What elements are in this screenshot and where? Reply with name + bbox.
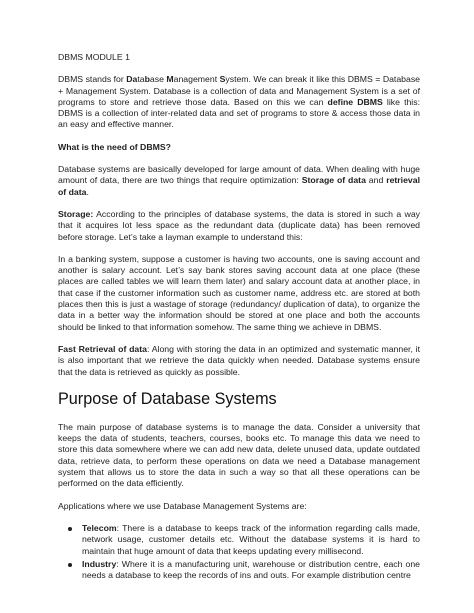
- application-name: Industry: [82, 558, 117, 569]
- module-title: DBMS MODULE 1: [58, 52, 130, 62]
- intro-m: M: [166, 74, 174, 85]
- storage-paragraph: [58, 209, 420, 243]
- intro-paragraph: [58, 74, 420, 130]
- purpose-paragraph: The main purpose of database systems is to manage the data. Consider a university that keeps the data of students, teachers, courses, books etc. To manage this data we need to store this data somewhere where we can add new data, delete unused data, update outdated data, retrieve data, to perform these operations on data we need a Database management system that allows us to store the data in such a way so that all these operations can be performed on the data efficiently.: [58, 421, 420, 489]
- document-page: [58, 52, 420, 583]
- need-text-2: and: [365, 175, 387, 186]
- application-text: : Where it is a manufacturing unit, warehouse or distribution centre, each one needs a database to keep the records of ins and outs. For example distribution centre: [82, 558, 420, 581]
- bullet-icon: [68, 527, 72, 531]
- storage-label: Storage:: [58, 208, 94, 219]
- list-item: [58, 523, 420, 557]
- intro-text-6: like this: DBMS is a collection of inter-related data and set of programs to store & access those data in an easy and effective manner.: [58, 96, 420, 130]
- application-name: Telecom: [82, 522, 117, 533]
- applications-list: [58, 523, 420, 581]
- fast-retrieval-text: : Along with storing the data in an optimized and systematic manner, it is also important that we retrieve the data quickly when needed. Database systems ensure that the data is retrieved as quickly as possible.: [58, 343, 420, 377]
- list-item: [58, 559, 420, 582]
- need-paragraph: [58, 164, 420, 198]
- intro-text-5: ystem. We can break it like this DBMS = Database + Management System. Database is a collection of data and Management System is a set of programs to store and retrieve those data. Based on this we can: [58, 74, 421, 107]
- banking-paragraph: In a banking system, suppose a customer is having two accounts, one is saving account and another is salary account. Let’s say bank stores saving account data at one place (these places are called tables we will learn them later) and salary account data at another place, in that case if the customer information such as customer name, address etc. are stored at both places then this is just a wastage of storage (redundancy/ duplication of data), to organize the data in a better way the information should be stored at one place and both the accounts should be linked to that information somehow. The same thing we achieve in DBMS.: [58, 253, 420, 332]
- need-text-1: Database systems are basically developed for large amount of data. When dealing with huge amount of data, there are two things that require optimization:: [58, 164, 420, 186]
- intro-da: Da: [126, 74, 138, 85]
- fast-retrieval-label: Fast Retrieval of data: [58, 343, 147, 354]
- intro-b: b: [144, 74, 150, 85]
- intro-text-2: ta: [137, 74, 145, 85]
- need-heading: What is the need of DBMS?: [58, 141, 171, 152]
- storage-text: According to the principles of database systems, the data is stored in such a way that it acquires lot less space as the redundant data (duplicate data) has been removed before storage. Let’s take a layman example to understand this:: [58, 208, 420, 242]
- intro-text-3: ase: [149, 74, 167, 85]
- application-text: : There is a database to keeps track of the information regarding calls made, network usage, customer details etc. Without the database systems it is hard to maintain that huge amount of data that keeps updating every millisecond.: [82, 522, 420, 556]
- fast-retrieval-paragraph: [58, 344, 420, 378]
- intro-s: S: [219, 74, 226, 85]
- applications-intro: Applications where we use Database Management Systems are:: [58, 500, 307, 511]
- purpose-heading: Purpose of Database Systems: [58, 389, 277, 408]
- intro-define: define DBMS: [327, 96, 383, 107]
- need-text-3: .: [86, 186, 89, 197]
- intro-text-4: anagement: [173, 74, 220, 85]
- need-retrieval: retrieval of data: [58, 175, 420, 197]
- need-storage: Storage of data: [301, 175, 366, 186]
- bullet-icon: [68, 563, 72, 567]
- intro-text-1: DBMS stands for: [58, 74, 127, 85]
